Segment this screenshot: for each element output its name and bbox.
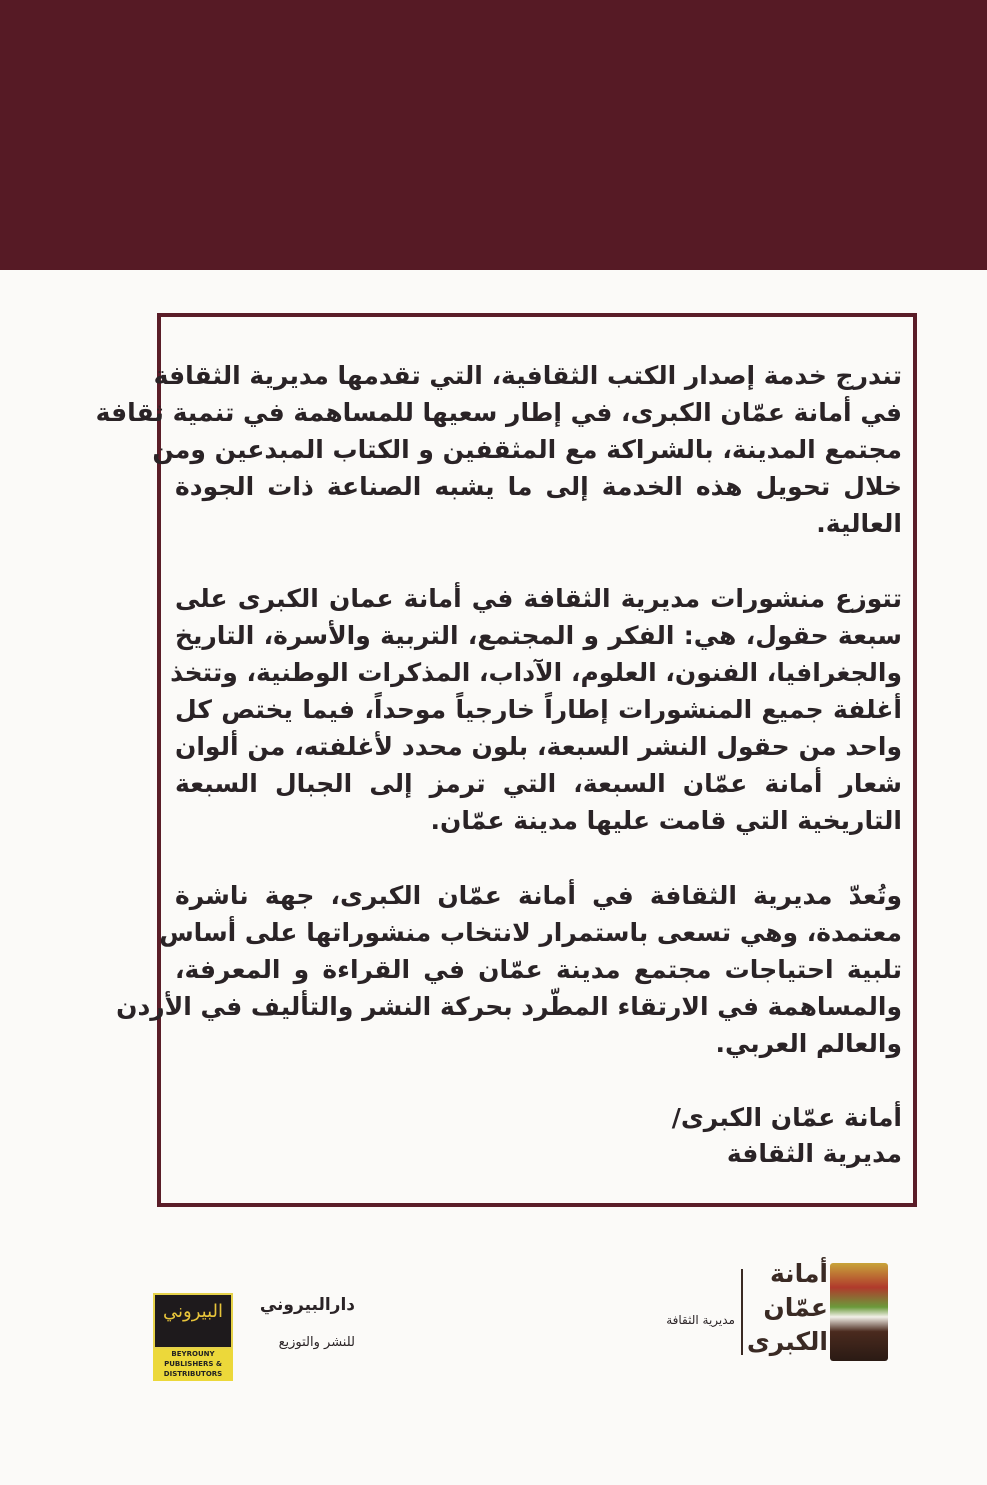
text-line: تلبية احتياجات مجتمع مدينة عمّان في القراءة و المعرفة، [175,955,902,984]
publisher-logo-english: BEYROUNY PUBLISHERS & DISTRIBUTORS [153,1349,233,1381]
publisher-logo [153,1293,233,1381]
publisher-subtitle: للنشر والتوزيع [278,1335,355,1350]
text-line: وتُعدّ مديرية الثقافة في أمانة عمّان الكبرى، جهة ناشرة [175,881,902,910]
signature-line: أمانة عمّان الكبرى/ [671,1103,902,1132]
text-line: شعار أمانة عمّان السبعة، التي ترمز إلى الجبال السبعة [175,769,902,798]
amman-municipality-logo [830,1263,888,1361]
logo-line: أمانة [770,1259,828,1288]
amman-municipality-name [746,1257,828,1359]
text-line: والمساهمة في الارتقاء المطّرد بحركة النشر والتأليف في الأردن [116,992,902,1021]
text-line: التاريخية التي قامت عليها مدينة عمّان. [430,806,902,835]
text-line: العالية. [816,509,902,538]
paragraph-1 [95,357,902,542]
footer-logos [0,1255,987,1378]
text-line: والجغرافيا، الفنون، العلوم، الآداب، المذكرات الوطنية، وتتخذ [170,658,902,687]
blurb-text [95,357,902,1172]
paragraph-3 [116,877,902,1062]
text-line: معتمدة، وهي تسعى باستمرار لانتخاب منشوراتها على أساس [159,918,902,947]
publisher-name: دارالبيروني [259,1295,355,1315]
logo-line: عمّان [763,1293,828,1322]
text-line: مجتمع المدينة، بالشراكة مع المثقفين و الكتاب المبدعين ومن [152,435,902,464]
text-line: أغلفة جميع المنشورات إطاراً خارجياً موحداً، فيما يختص كل [175,695,902,724]
signature-line: مديرية الثقافة [726,1139,902,1168]
text-line: تندرج خدمة إصدار الكتب الثقافية، التي تقدمها مديرية الثقافة [153,361,902,390]
department-name: مديرية الثقافة [666,1313,735,1327]
publisher-logo-arabic: البيروني [153,1293,233,1349]
text-line: والعالم العربي. [715,1029,902,1058]
text-line: سبعة حقول، هي: الفكر و المجتمع، التربية والأسرة، التاريخ [175,621,902,650]
text-line: خلال تحويل هذه الخدمة إلى ما يشبه الصناعة ذات الجودة [175,472,902,501]
paragraph-2 [170,580,902,839]
divider [741,1269,743,1355]
text-line: تتوزع منشورات مديرية الثقافة في أمانة عمان الكبرى على [175,584,902,613]
signature [175,1100,902,1172]
text-line: في أمانة عمّان الكبرى، في إطار سعيها للمساهمة في تنمية ثقافة [95,398,902,427]
text-line: واحد من حقول النشر السبعة، بلون محدد لأغلفته، من ألوان [175,732,902,761]
logo-line: الكبرى [746,1327,828,1356]
top-color-band [0,0,987,270]
